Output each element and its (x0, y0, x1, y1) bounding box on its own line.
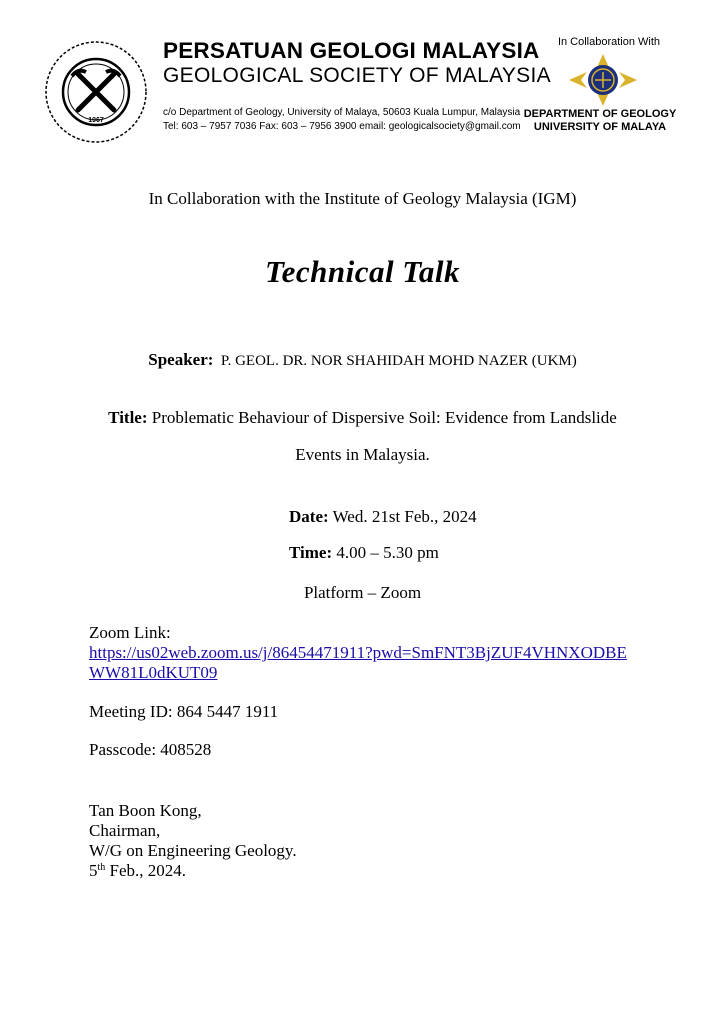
signatory-group: W/G on Engineering Geology. (89, 841, 297, 860)
meeting-id: Meeting ID: 864 5447 1911 (89, 702, 279, 721)
signatory-name: Tan Boon Kong, (89, 801, 202, 820)
zoom-link-label: Zoom Link: (89, 623, 171, 642)
collab-with-label: In Collaboration With (557, 36, 661, 48)
passcode: Passcode: 408528 (89, 740, 212, 759)
um-geology-logo (563, 52, 643, 108)
date-value: Wed. 21st Feb., 2024 (332, 507, 477, 526)
signatory-role: Chairman, (89, 821, 161, 840)
collaboration-line: In Collaboration with the Institute of Geology Malaysia (IGM) (148, 189, 577, 208)
talk-heading: Technical Talk (264, 254, 461, 289)
zoom-link-continued[interactable]: WW81L0dKUT09 (89, 663, 218, 682)
gsm-logo (38, 38, 158, 146)
org-address: c/o Department of Geology, University of Malaya, 50603 Kuala Lumpur, Malaysia (163, 107, 521, 118)
dept-name: DEPARTMENT OF GEOLOGY (523, 108, 677, 120)
speaker-line (0, 350, 725, 370)
logo-year: 1967 (88, 117, 104, 124)
platform-line: Platform – Zoom (303, 583, 422, 602)
org-contact: Tel: 603 – 7957 7036 Fax: 603 – 7956 3900 email: geologicalsociety@gmail.com (163, 121, 521, 132)
date-label: Date: (289, 507, 329, 526)
title-value-part2: Events in Malaysia. (295, 445, 430, 464)
org-name-malay: PERSATUAN GEOLOGI MALAYSIA (163, 38, 540, 63)
speaker-label: Speaker: (148, 350, 214, 369)
date-line (289, 507, 477, 527)
zoom-link[interactable]: https://us02web.zoom.us/j/86454471911?pwd=SmFNT3BjZUF4VHNXODBE (89, 643, 627, 662)
time-line (289, 543, 439, 563)
date-day: 5 (89, 861, 98, 880)
university-name: UNIVERSITY OF MALAYA (533, 121, 667, 133)
date-suffix: th (97, 862, 106, 873)
org-name-english: GEOLOGICAL SOCIETY OF MALAYSIA (163, 64, 551, 87)
time-value: 4.00 – 5.30 pm (336, 543, 439, 562)
letter-date (89, 861, 186, 881)
date-rest: Feb., 2024. (105, 861, 187, 880)
title-value-part1: Problematic Behaviour of Dispersive Soil: Evidence from Landslide (151, 408, 617, 427)
speaker-value: P. GEOL. DR. NOR SHAHIDAH MOHD NAZER (UKM) (220, 353, 577, 369)
time-label: Time: (289, 543, 333, 562)
title-line (0, 408, 725, 428)
title-label: Title: (108, 408, 148, 427)
